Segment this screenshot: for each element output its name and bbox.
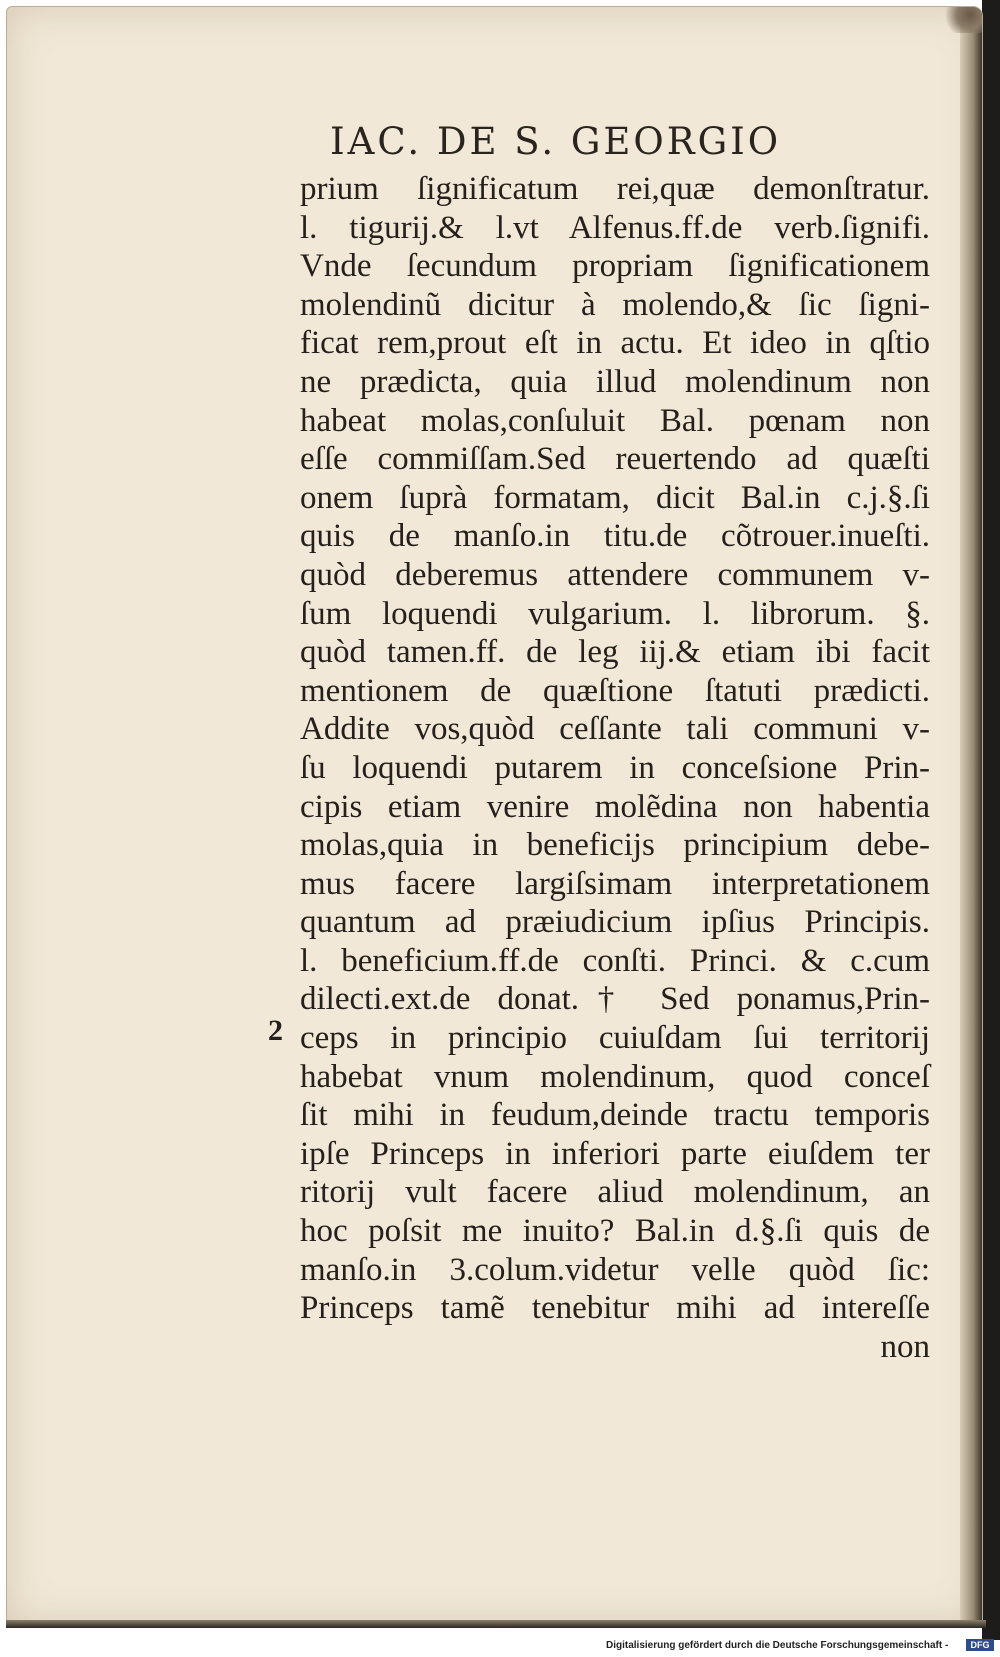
text-line: manſo.in 3.colum.videtur velle quòd ſic:: [300, 1251, 930, 1288]
digitization-credit: Digitalisierung gefördert durch die Deutsche Forschungsgemeinschaft -: [606, 1640, 949, 1651]
marginal-note-number: 2: [268, 1014, 283, 1047]
page-bottom-edge: [6, 1620, 986, 1628]
text-line: mentionem de quæſtione ſtatuti prædicti.: [300, 672, 930, 709]
text-line: quis de manſo.in titu.de cõtrouer.inueſti.: [300, 518, 930, 555]
book-binding: [982, 0, 1000, 1640]
text-line: l. beneficium.ff.de conſti. Princi. & c.cum: [300, 942, 930, 979]
text-line: ficat rem,prout eſt in actu. Et ideo in qſtio: [300, 325, 930, 362]
text-line: ne prædicta, quia illud molendinum non: [300, 363, 930, 400]
text-line: ritorij vult facere aliud molendinum, an: [300, 1174, 930, 1211]
text-line: habebat vnum molendinum, quod conceſ: [300, 1058, 930, 1095]
text-line: quantum ad præiudicium ipſius Principis.: [300, 904, 930, 941]
text-line: ſu loquendi putarem in conceſsione Prin-: [300, 749, 930, 786]
text-line: dilecti.ext.de donat.† Sed ponamus,Prin-: [300, 981, 930, 1018]
text-line: quòd deberemus attendere communem v-: [300, 556, 930, 593]
text-line: ſit mihi in feudum,deinde tractu temporis: [300, 1097, 930, 1134]
catchword: non: [880, 1328, 930, 1365]
text-line: habeat molas,conſuluit Bal. pœnam non: [300, 402, 930, 439]
text-line: Vnde ſecundum propriam ſignificationem: [300, 248, 930, 285]
text-line: ipſe Princeps in inferiori parte eiuſdem ter: [300, 1135, 930, 1172]
dfg-logo: DFG: [966, 1639, 994, 1651]
corner-stain: [942, 7, 982, 33]
text-line: quòd tamen.ff. de leg iij.& etiam ibi facit: [300, 634, 930, 671]
text-line: hoc poſsit me inuito? Bal.in d.§.ſi quis de: [300, 1213, 930, 1250]
text-line: mus facere largiſsimam interpretationem: [300, 865, 930, 902]
running-head: IAC. DE S. GEORGIO: [330, 120, 782, 163]
text-line: cipis etiam venire molẽdina non habentia: [300, 788, 930, 825]
text-line: l. tigurij.& l.vt Alfenus.ff.de verb.ſignifi.: [300, 209, 930, 246]
text-line: molendinũ dicitur à molendo,& ſic ſigni-: [300, 286, 930, 323]
text-line: prium ſignificatum rei,quæ demonſtratur.: [300, 171, 930, 207]
text-line: Princeps tamẽ tenebitur mihi ad intereſſe: [300, 1290, 930, 1327]
text-line: Addite vos,quòd ceſſante tali communi v-: [300, 711, 930, 748]
text-line: ſum loquendi vulgarium. l. librorum. §.: [300, 595, 930, 632]
text-line: eſſe commiſſam.Sed reuertendo ad quæſti: [300, 441, 930, 478]
text-line: molas,quia in beneficijs principium debe-: [300, 827, 930, 864]
text-line: ceps in principio cuiuſdam ſui territorij: [300, 1020, 930, 1057]
text-line: onem ſuprà formatam, dicit Bal.in c.j.§.ſi: [300, 479, 930, 516]
body-text: [300, 170, 930, 1366]
page-gutter-shadow: [960, 7, 982, 1625]
